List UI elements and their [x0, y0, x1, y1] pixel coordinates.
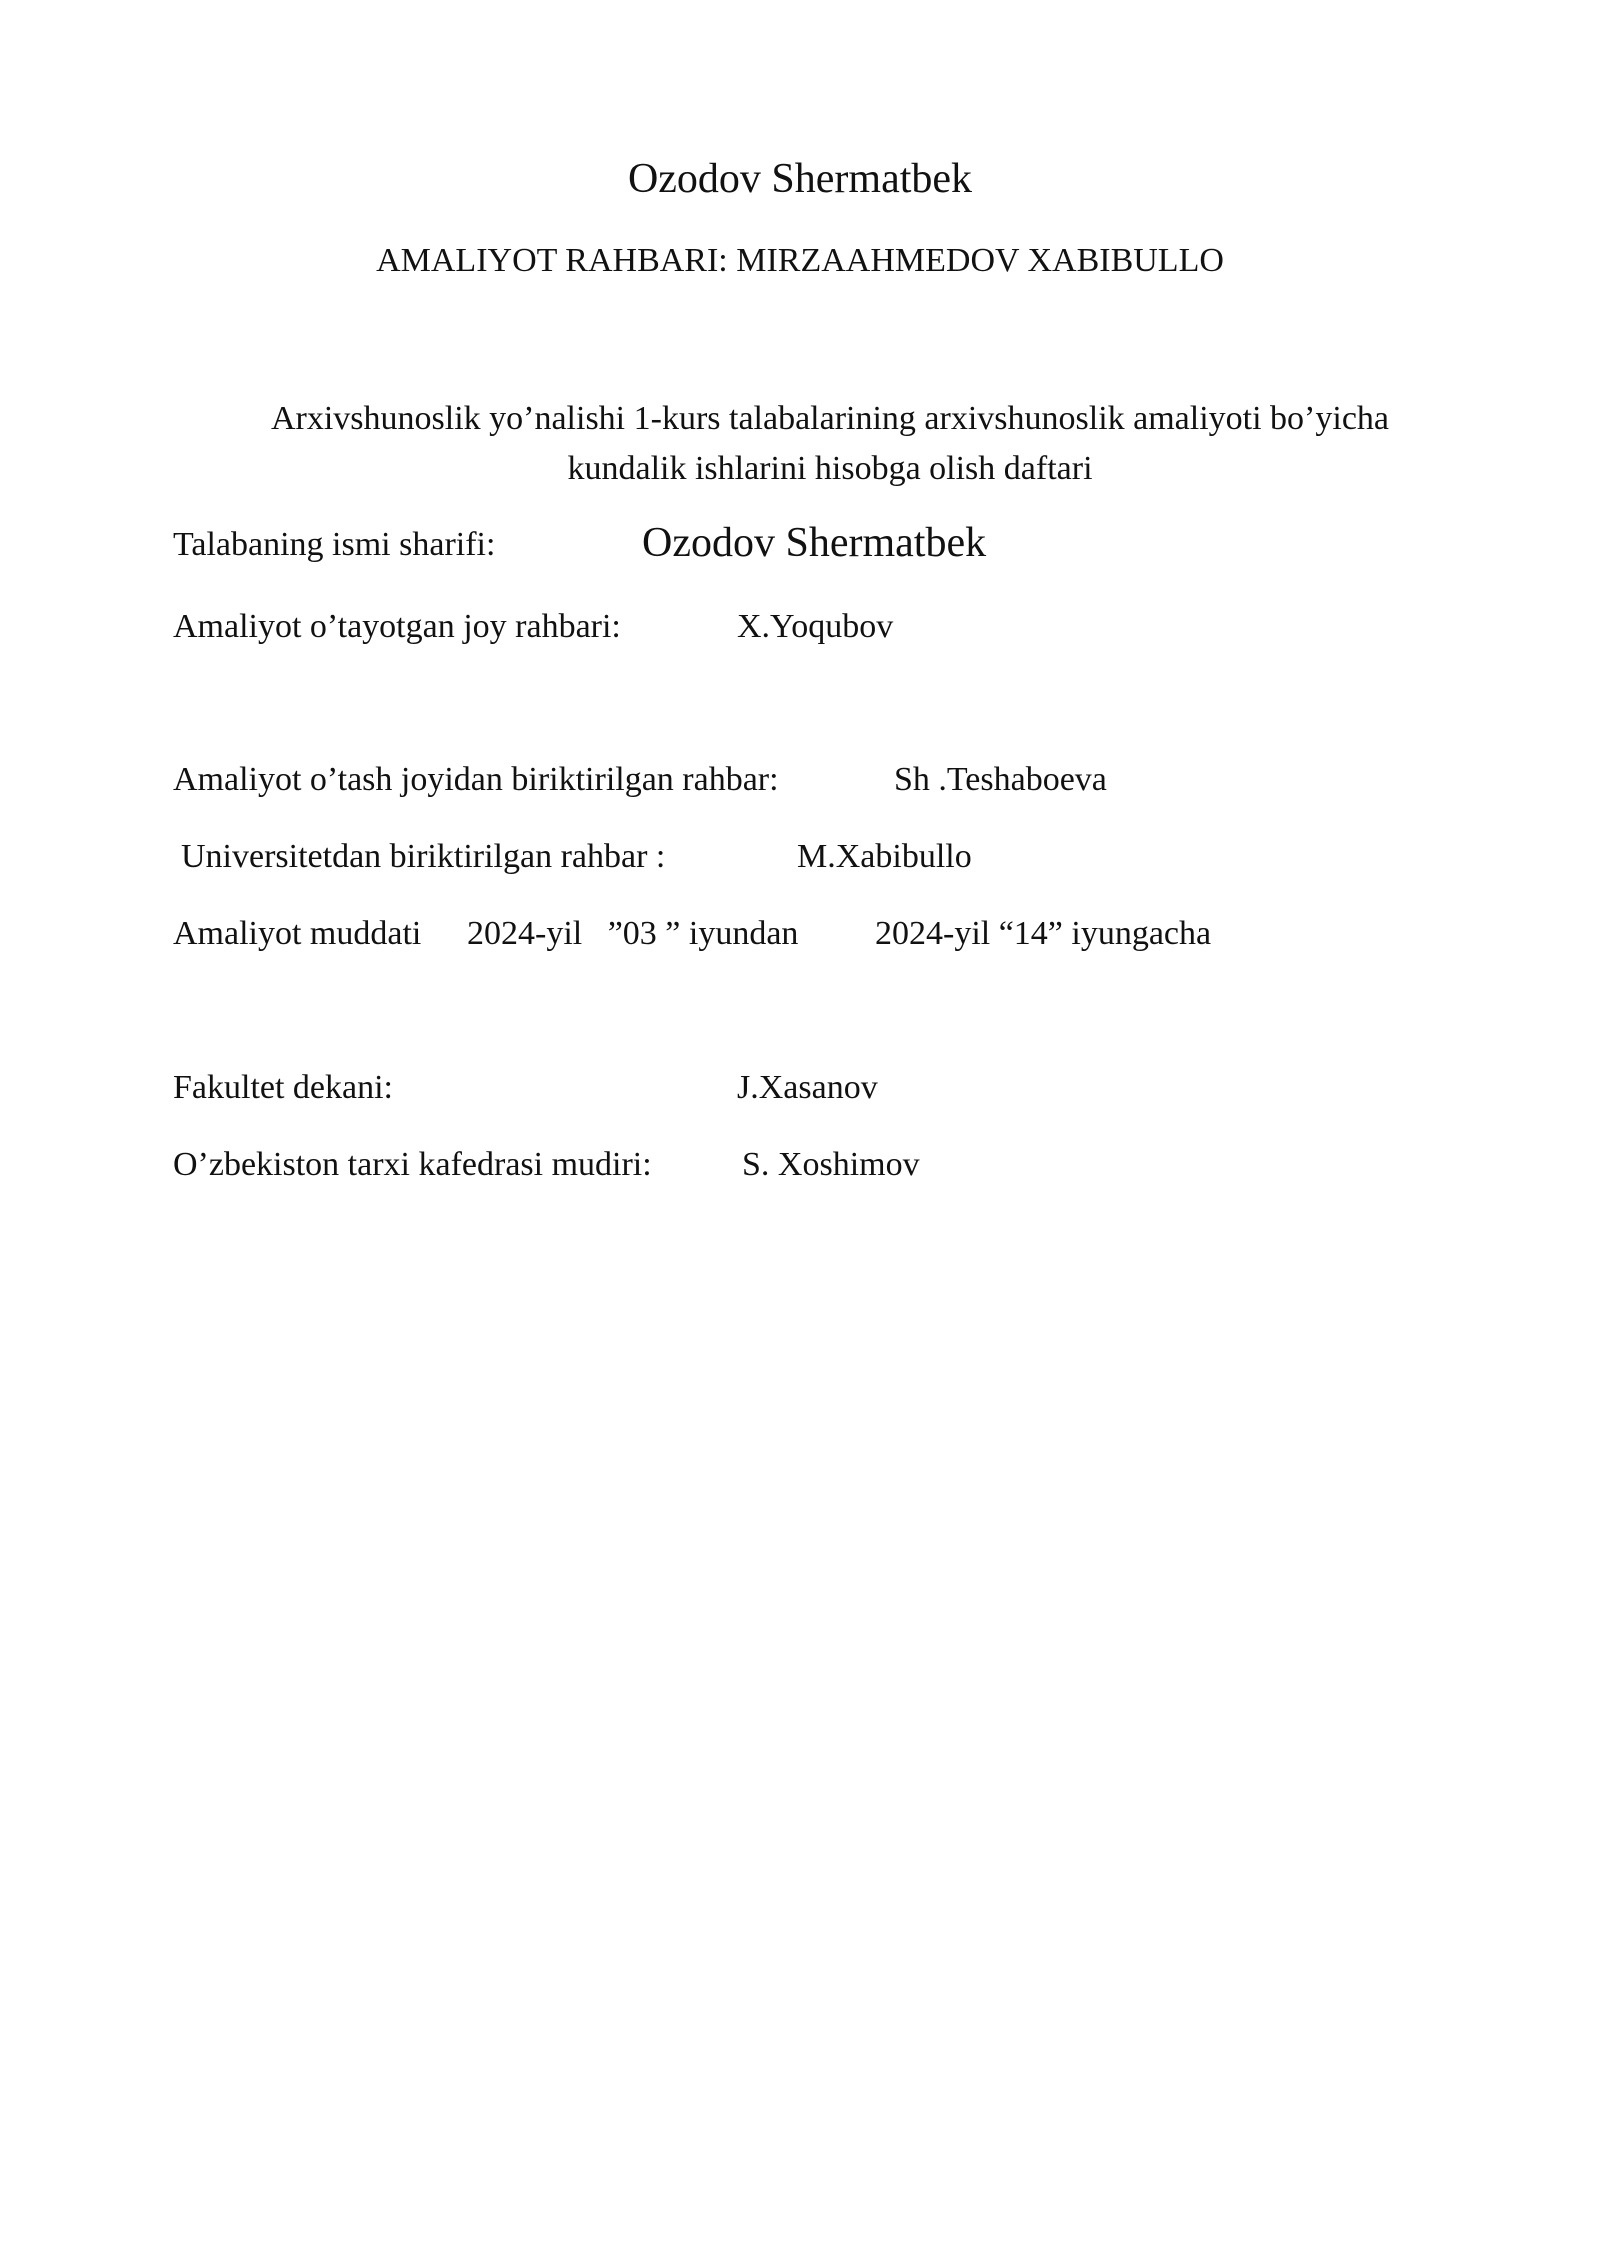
period-end: 2024-yil “14” iyungacha [875, 915, 1212, 952]
document-title [180, 394, 1480, 494]
student-name-label: Talabaning ismi sharifi: [173, 526, 496, 563]
department-head-label: O’zbekiston tarxi kafedrasi mudiri: [173, 1146, 652, 1183]
assigned-head-label: Amaliyot o’tash joyidan biriktirilgan rahbar: [173, 761, 779, 798]
document-title-line-2: kundalik ishlarini hisobga olish daftari [567, 450, 1093, 487]
assigned-head-value: Sh .Teshaboeva [894, 761, 1107, 798]
period-label: Amaliyot muddati [173, 915, 422, 952]
site-head-label: Amaliyot o’tayotgan joy rahbari: [173, 608, 621, 645]
dean-value: J.Xasanov [737, 1069, 878, 1106]
student-name-value: Ozodov Shermatbek [642, 520, 987, 566]
dean-label: Fakultet dekani: [173, 1069, 394, 1106]
university-head-value: M.Xabibullo [797, 838, 972, 875]
site-head-value: X.Yoqubov [737, 608, 894, 645]
document-title-line-1: Arxivshunoslik yo’nalishi 1-kurs talabalarining arxivshunoslik amaliyoti bo’yicha [270, 400, 1390, 437]
department-head-value: S. Xoshimov [742, 1146, 920, 1183]
university-head-label: Universitetdan biriktirilgan rahbar : [181, 838, 666, 875]
practice-supervisor-heading: AMALIYOT RAHBARI: MIRZAAHMEDOV XABIBULLO [376, 242, 1224, 279]
period-start: 2024-yil ”03 ” iyundan [467, 915, 799, 952]
student-name-heading: Ozodov Shermatbek [627, 156, 973, 202]
